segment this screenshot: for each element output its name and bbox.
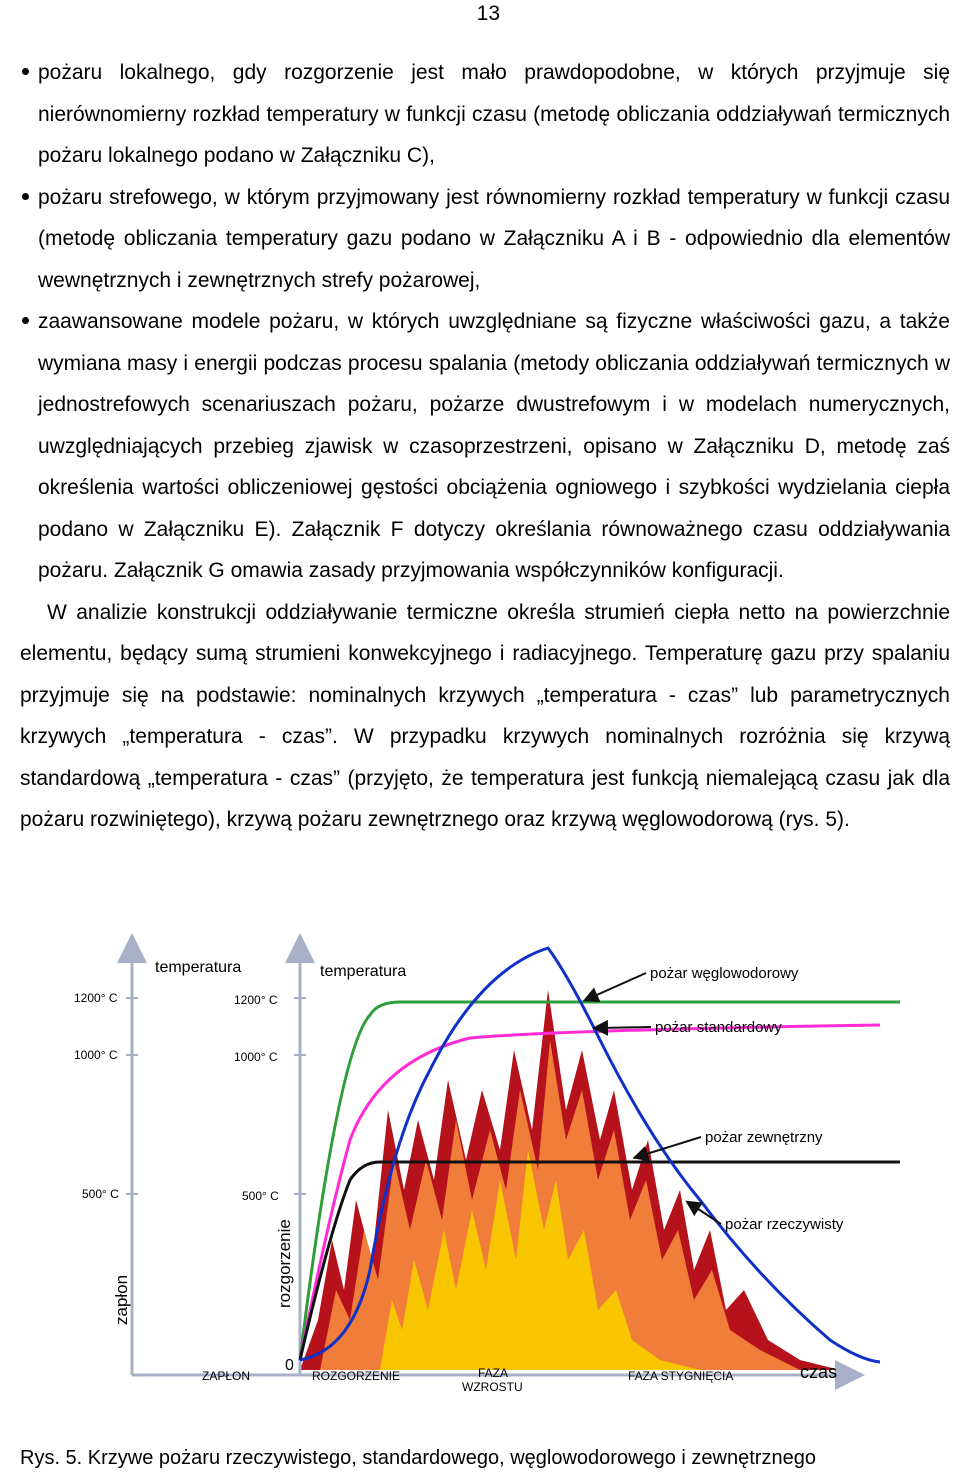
body-text xyxy=(20,52,950,841)
legend-hydrocarbon: pożar węglowodorowy xyxy=(650,965,799,982)
phase-growth-line1: FAZA xyxy=(478,1366,509,1380)
phase-flashover: ROZGORZENIE xyxy=(312,1369,401,1383)
page-number: 13 xyxy=(476,2,500,25)
bullet-item: pożaru lokalnego, gdy rozgorzenie jest mało prawdopodobne, w których przyjmuje się nierównomierny rozkład temperatury w funkcji czasu (metodę obliczania oddziaływań termicznych pożaru lokalnego podano w Załączniku C), xyxy=(20,52,950,177)
vertical-label-ignition: zapłon xyxy=(112,1274,131,1325)
bullet-list xyxy=(20,52,950,592)
time-label: czas xyxy=(800,1362,838,1382)
paragraph: W analizie konstrukcji oddziaływanie termiczne określa strumień ciepła netto na powierzchnie elementu, będący sumą strumieni konwekcyjnego i radiacyjnego. Temperaturę gazu przy spalaniu przyjmuje się na podstawie: nominalnych krzywych „temperatura - czas” lub parametrycznych krzywych „temperatura - czas”. W przypadku krzywych nominalnych rozróżnia się krzywą standardową „temperatura - czas” (przyjęto, że temperatura jest funkcją niemalejącą czasu jak dla pożaru rozwiniętego), krzywą pożaru zewnętrznego oraz krzywą węglowodorową (rys. 5). xyxy=(20,600,950,831)
phase-decay: FAZA STYGNIĘCIA xyxy=(628,1369,734,1383)
tick-label: 500° C xyxy=(82,1187,119,1201)
phase-growth-line2: WZROSTU xyxy=(462,1380,523,1394)
tick-label: 1000° C xyxy=(234,1050,278,1064)
tick-label: 500° C xyxy=(242,1189,279,1203)
fire-curves-figure xyxy=(0,930,960,1430)
fire-curves-diagram xyxy=(0,930,960,1430)
axis-title-left: temperatura xyxy=(155,959,242,976)
tick-label: 1000° C xyxy=(74,1048,118,1062)
tick-label: 1200° C xyxy=(234,993,278,1007)
phase-ignition: ZAPŁON xyxy=(202,1369,251,1383)
legend-external: pożar zewnętrzny xyxy=(705,1129,823,1146)
tick-label: 1200° C xyxy=(74,991,118,1005)
bullet-item: pożaru strefowego, w którym przyjmowany jest równomierny rozkład temperatury w funkcji czasu (metodę obliczania temperatury gazu podano w Załączniku A i B - odpowiednio dla elementów wewnętrznych i zewnętrznych strefy pożarowej, xyxy=(20,177,950,302)
vertical-label-flashover: rozgorzenie xyxy=(275,1219,294,1308)
axis-title-main: temperatura xyxy=(320,963,407,980)
legend-real: pożar rzeczywisty xyxy=(725,1216,844,1233)
origin-label: 0 xyxy=(285,1357,294,1374)
bullet-item: zaawansowane modele pożaru, w których uwzględniane są fizyczne właściwości gazu, a także wymiana masy i energii podczas procesu spalania (metody obliczania oddziaływań termicznych w jednostrefowych scenariuszach pożaru, pożarze dwustrefowym i w modelach numerycznych, uwzględniających przebieg zjawisk w czasoprzestrzeni, opisano w Załączniku D, metodę zaś określenia wartości obliczeniowej gęstości obciążenia ogniowego i szybkości wydzielania ciepła podano w Załączniku E). Załącznik F dotyczy określania równoważnego czasu oddziaływania pożaru. Załącznik G omawia zasady przyjmowania współczynników konfiguracji. xyxy=(20,301,950,592)
legend-standard: pożar standardowy xyxy=(655,1019,782,1036)
figure-caption: Rys. 5. Krzywe pożaru rzeczywistego, standardowego, węglowodorowego i zewnętrznego xyxy=(20,1447,816,1469)
